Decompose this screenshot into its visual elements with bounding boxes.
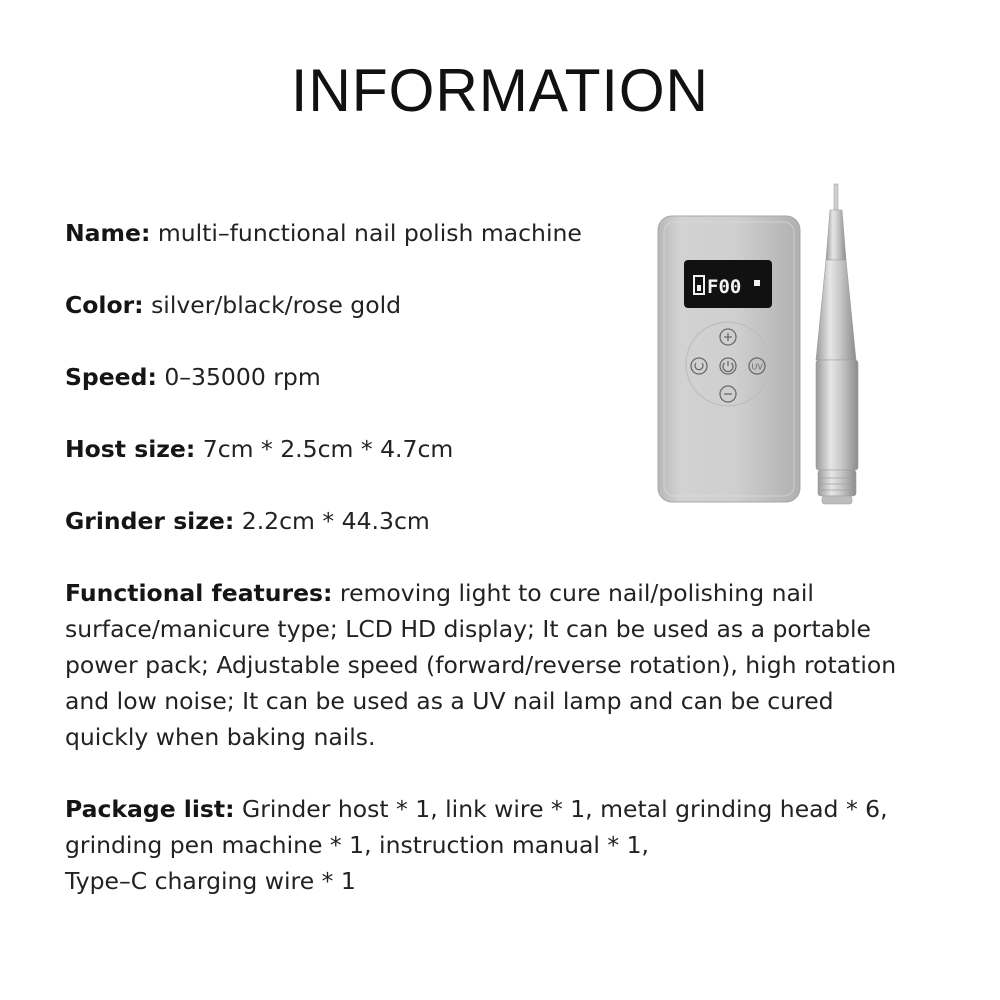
package-list — [65, 791, 980, 899]
uv-button-label: UV — [751, 362, 763, 372]
spec-value: 2.2cm * 44.3cm — [241, 507, 430, 535]
features-text: removing light to cure nail/polishing nail — [339, 579, 814, 607]
product-image — [650, 180, 880, 515]
features-line-5: quickly when baking nails. — [65, 723, 376, 751]
grinder-host — [658, 216, 800, 502]
display-readout: F00 — [707, 276, 742, 298]
spec-value: silver/black/rose gold — [151, 291, 402, 319]
spec-label: Name: — [65, 219, 151, 247]
spec-label: Grinder size: — [65, 507, 235, 535]
features-line-4: and low noise; It can be used as a UV nail lamp and can be cured — [65, 687, 834, 715]
spec-value: 7cm * 2.5cm * 4.7cm — [202, 435, 454, 463]
features-line-1 — [65, 575, 980, 611]
features-line-3: power pack; Adjustable speed (forward/reverse rotation), high rotation — [65, 651, 897, 679]
spec-label: Speed: — [65, 363, 157, 391]
spec-grinder-size — [65, 503, 430, 539]
spec-label: Host size: — [65, 435, 196, 463]
features-label: Functional features: — [65, 579, 333, 607]
package-line-1 — [65, 791, 980, 827]
spec-host-size — [65, 431, 453, 467]
spec-speed — [65, 359, 321, 395]
grinding-pen — [816, 184, 858, 504]
features-line-2: surface/manicure type; LCD HD display; It can be used as a portable — [65, 615, 871, 643]
spec-name — [65, 215, 582, 251]
functional-features — [65, 575, 980, 755]
spec-label: Color: — [65, 291, 144, 319]
package-line-3: Type–C charging wire * 1 — [65, 867, 356, 895]
package-line-2: grinding pen machine * 1, instruction manual * 1, — [65, 831, 650, 859]
page-title: INFORMATION — [290, 57, 710, 124]
lcd-display — [684, 260, 772, 308]
spec-color — [65, 287, 401, 323]
spec-value: multi–functional nail polish machine — [157, 219, 582, 247]
package-label: Package list: — [65, 795, 235, 823]
package-text: Grinder host * 1, link wire * 1, metal grinding head * 6, — [242, 795, 888, 823]
spec-value: 0–35000 rpm — [164, 363, 321, 391]
